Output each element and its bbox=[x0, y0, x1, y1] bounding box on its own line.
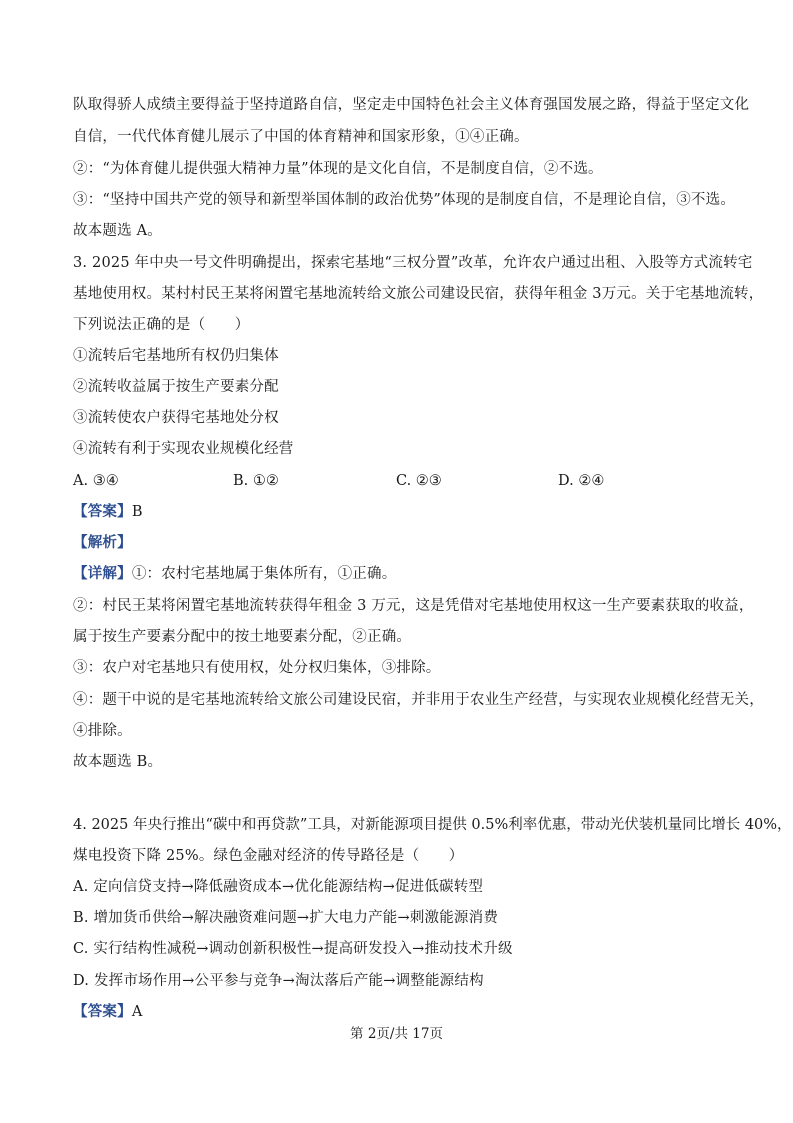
detail-line: ④：题干中说的是宅基地流转给文旅公司建设民宿，并非用于农业生产经营，与实现农业规模化经营无关， bbox=[73, 692, 764, 708]
statement-item: ④流转有利于实现农业规模化经营 bbox=[73, 441, 294, 457]
answer-value: A bbox=[131, 1004, 143, 1020]
option-b: B. ①② bbox=[233, 473, 279, 489]
option-c: C. ②③ bbox=[396, 473, 442, 489]
answer-value: B bbox=[131, 504, 143, 520]
detail-line: ④排除。 bbox=[73, 723, 132, 739]
detail-line: 属于按生产要素分配中的按土地要素分配，②正确。 bbox=[73, 629, 412, 645]
detail-text: ①：农村宅基地属于集体所有，①正确。 bbox=[131, 566, 397, 582]
page-footer: 第 2页/共 17页 bbox=[350, 1026, 443, 1042]
detail-line: ③：农户对宅基地只有使用权，处分权归集体，③排除。 bbox=[73, 660, 441, 676]
answer-tag: 【答案】 bbox=[73, 503, 132, 520]
option-c: C. 实行结构性减税→调动创新积极性→提高研发投入→推动技术升级 bbox=[73, 941, 513, 957]
paragraph-line: ③：“坚持中国共产党的领导和新型举国体制的政治优势”体现的是制度自信，不是理论自信，③不选。 bbox=[73, 192, 736, 208]
option-d: D. 发挥市场作用→公平参与竞争→淘汰落后产能→调整能源结构 bbox=[73, 973, 484, 989]
question-stem-line: 4. 2025 年央行推出“碳中和再贷款”工具，对新能源项目提供 0.5%利率优惠，带动光伏装机量同比增长 40%， bbox=[73, 817, 792, 833]
question-stem-line: 3. 2025 年中央一号文件明确提出，探索宅基地“三权分置”改革，允许农户通过出租、入股等方式流转宅 bbox=[73, 255, 753, 271]
detail-tag: 【详解】 bbox=[73, 565, 132, 582]
statement-item: ③流转使农户获得宅基地处分权 bbox=[73, 410, 279, 426]
option-a: A. 定向信贷支持→降低融资成本→优化能源结构→促进低碳转型 bbox=[73, 879, 484, 895]
answer-line bbox=[73, 502, 143, 522]
analysis-heading bbox=[73, 533, 132, 553]
option-b: B. 增加货币供给→解决融资难问题→扩大电力产能→刺激能源消费 bbox=[73, 910, 499, 926]
question-stem-line: 煤电投资下降 25%。绿色金融对经济的传导路径是（ ） bbox=[73, 848, 464, 864]
question-stem-line: 下列说法正确的是（ ） bbox=[73, 317, 250, 333]
statement-item: ①流转后宅基地所有权仍归集体 bbox=[73, 348, 279, 364]
question-stem-line: 基地使用权。某村村民王某将闲置宅基地流转给文旅公司建设民宿，获得年租金 3万元。关于宅基地流转， bbox=[73, 286, 764, 302]
statement-item: ②流转收益属于按生产要素分配 bbox=[73, 379, 279, 395]
paragraph-line: ②：“为体育健儿提供强大精神力量”体现的是文化自信，不是制度自信，②不选。 bbox=[73, 161, 603, 177]
answer-line bbox=[73, 1002, 142, 1022]
paragraph-line: 故本题选 A。 bbox=[73, 223, 162, 239]
detail-line: ②：村民王某将闲置宅基地流转获得年租金 3 万元，这是凭借对宅基地使用权这一生产要素获取的收益， bbox=[73, 598, 754, 614]
option-d: D. ②④ bbox=[558, 473, 605, 489]
detail-line bbox=[73, 564, 396, 584]
paragraph-line: 队取得骄人成绩主要得益于坚持道路自信，坚定走中国特色社会主义体育强国发展之路，得益于坚定文化 bbox=[73, 97, 750, 113]
option-a: A. ③④ bbox=[73, 473, 119, 489]
analysis-tag: 【解析】 bbox=[73, 534, 132, 551]
answer-tag: 【答案】 bbox=[73, 1003, 132, 1020]
paragraph-line: 自信，一代代体育健儿展示了中国的体育精神和国家形象，①④正确。 bbox=[73, 129, 529, 145]
conclusion-line: 故本题选 B。 bbox=[73, 754, 163, 770]
